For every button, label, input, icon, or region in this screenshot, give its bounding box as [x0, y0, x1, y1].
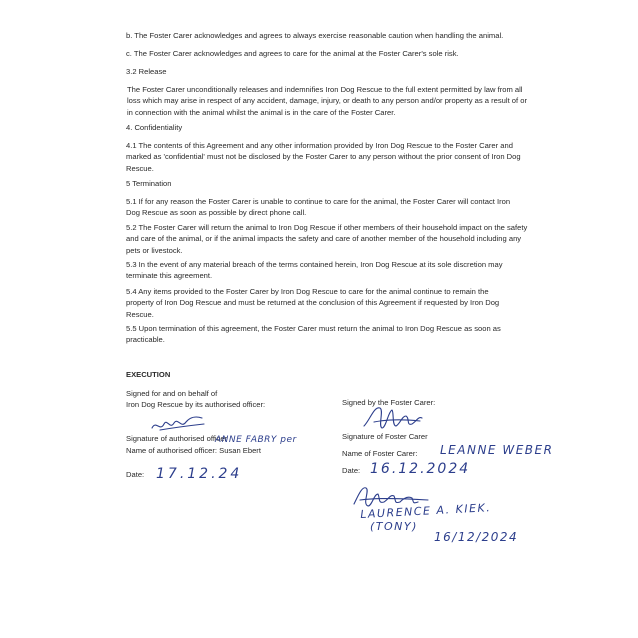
officer-signature: [150, 412, 210, 434]
right-signed-line: Signed by the Foster Carer:: [342, 398, 436, 407]
handwritten-officer-name: ANNE FABRY per: [215, 435, 297, 445]
clause-4-1: 4.1 The contents of this Agreement and any other information provided by Iron Dog Rescue to the Foster Carer and marked as 'confidential' must not be disclosed by the Foster Carer to any person without the prior consent of Iron Dog Rescue.: [126, 141, 521, 173]
handwritten-second-name-line1: LAURENCE A. KIEK.: [360, 501, 492, 521]
foster-carer-date-label: Date:: [342, 466, 361, 475]
handwritten-second-name-line2: (TONY): [370, 520, 418, 533]
clause-5-4: 5.4 Any items provided to the Foster Carer by Iron Dog Rescue to care for the animal continue to remain the property of Iron Dog Rescue and must be returned at the conclusion of this Agreement if requested by Iron Dog Rescue.: [126, 287, 500, 319]
officer-name-label: Name of authorised officer: Susan Ebert: [126, 446, 261, 455]
handwritten-foster-carer-name: LEANNE WEBER: [440, 443, 554, 457]
left-signed-line1: Signed for and on behalf of: [126, 389, 218, 398]
foster-carer-name-label: Name of Foster Carer:: [342, 449, 418, 458]
heading-5: 5 Termination: [126, 179, 172, 188]
clause-5-1: 5.1 If for any reason the Foster Carer is unable to continue to care for the animal, the Foster Carer will contact Iron Dog Rescue as soon as possible by direct phone call.: [126, 197, 511, 218]
clause-5-3: 5.3 In the event of any material breach of the terms contained herein, Iron Dog Rescue at its sole discretion may terminate this agreement.: [126, 260, 503, 281]
heading-3-2: 3.2 Release: [126, 67, 167, 76]
clause-5-5: 5.5 Upon termination of this agreement, the Foster Carer must return the animal to Iron Dog Rescue as soon as practicable.: [126, 324, 501, 345]
officer-signature-label: Signature of authorised officer: [126, 434, 228, 443]
execution-heading: EXECUTION: [126, 370, 171, 379]
handwritten-foster-carer-date: 16.12.2024: [370, 461, 471, 477]
foster-carer-signature-label: Signature of Foster Carer: [342, 432, 428, 441]
handwritten-officer-date: 17.12.24: [156, 466, 243, 482]
left-signed-line2: Iron Dog Rescue by its authorised officer:: [126, 400, 266, 409]
clause-5-2: 5.2 The Foster Carer will return the animal to Iron Dog Rescue if other members of their household impact on the safety and care of the animal, or if the animal impacts the safety and care of another member of the household including any pets or livestock.: [126, 223, 528, 255]
clause-c: c. The Foster Carer acknowledges and agrees to care for the animal at the Foster Carer's sole risk.: [126, 49, 459, 58]
clause-b: b. The Foster Carer acknowledges and agrees to always exercise reasonable caution when handling the animal.: [126, 31, 504, 40]
heading-4: 4. Confidentiality: [126, 123, 183, 132]
clause-3-2: The Foster Carer unconditionally releases and indemnifies Iron Dog Rescue to the full extent permitted by law from all loss which may arise in respect of any accident, damage, injury, or death to any person and/or property as a result of or in connection with the animal whilst the animal is in the care of the Foster Carer.: [127, 85, 528, 117]
handwritten-second-date: 16/12/2024: [434, 530, 519, 544]
foster-carer-signature: [360, 402, 430, 432]
officer-date-label: Date:: [126, 470, 145, 479]
